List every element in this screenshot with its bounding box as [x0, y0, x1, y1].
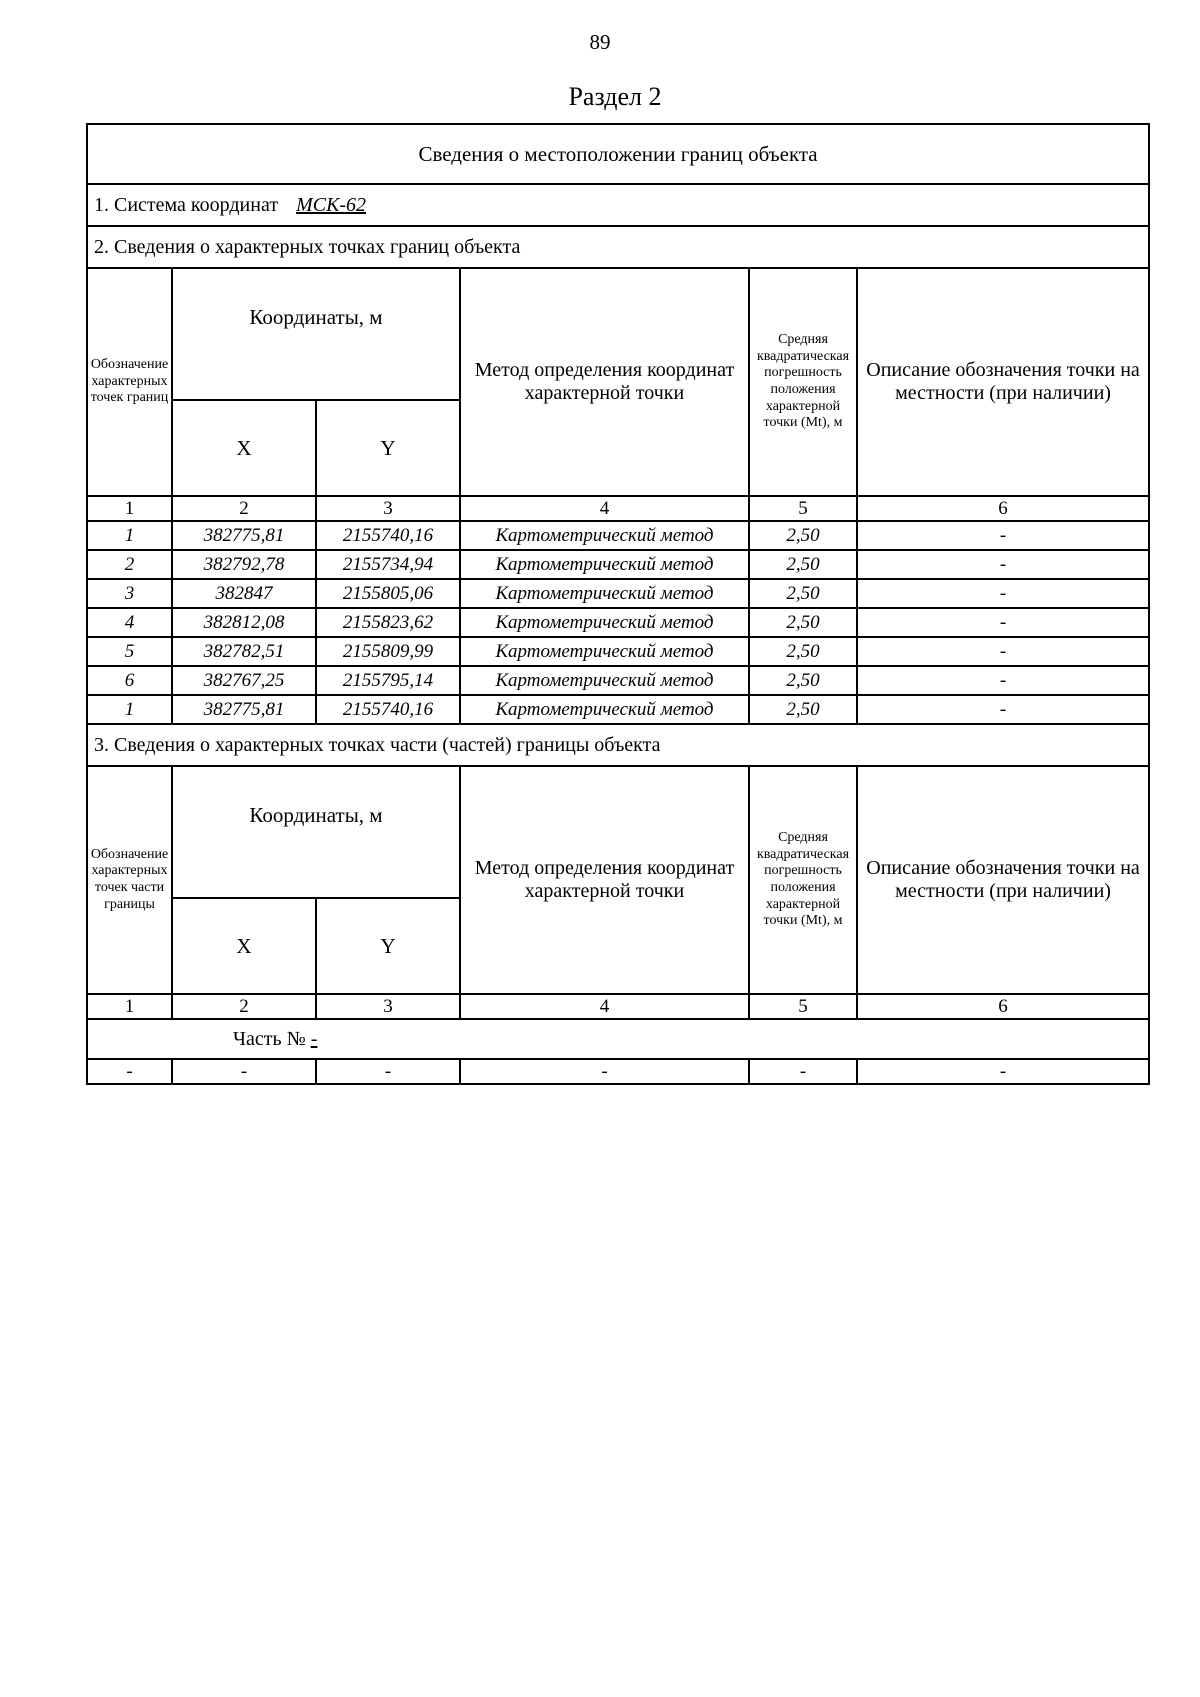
- part-value: -: [310, 1027, 318, 1050]
- point-error: 2,50: [749, 695, 857, 724]
- point-x: 382775,81: [172, 521, 316, 550]
- point-method: Картометрический метод: [460, 521, 749, 550]
- table-row: [87, 695, 1149, 724]
- column-number: 2: [172, 496, 316, 521]
- empty-cell: -: [749, 1059, 857, 1084]
- point-x: 382792,78: [172, 550, 316, 579]
- table-title-row: [87, 124, 1149, 184]
- point-description: -: [857, 521, 1149, 550]
- column-number: 3: [316, 496, 460, 521]
- table-row: [87, 521, 1149, 550]
- designation-header: Обозначение характерных точек границ: [87, 268, 172, 496]
- point-x: 382782,51: [172, 637, 316, 666]
- column-number: 4: [460, 496, 749, 521]
- point-description: -: [857, 695, 1149, 724]
- point-method: Картометрический метод: [460, 579, 749, 608]
- y-header: Y: [316, 400, 460, 496]
- point-id: 1: [87, 695, 172, 724]
- point-method: Картометрический метод: [460, 666, 749, 695]
- point-id: 6: [87, 666, 172, 695]
- table-title: Сведения о местоположении границ объекта: [87, 124, 1149, 184]
- empty-cell: -: [172, 1059, 316, 1084]
- empty-cell: -: [857, 1059, 1149, 1084]
- points-section-title: 2. Сведения о характерных точках границ объекта: [87, 226, 1149, 268]
- point-description: -: [857, 608, 1149, 637]
- point-error: 2,50: [749, 666, 857, 695]
- empty-cell: -: [460, 1059, 749, 1084]
- column-number: 6: [857, 994, 1149, 1019]
- point-x: 382767,25: [172, 666, 316, 695]
- points-section-title-row: [87, 226, 1149, 268]
- point-error: 2,50: [749, 550, 857, 579]
- column-number: 3: [316, 994, 460, 1019]
- points-header-row-top: [87, 268, 1149, 400]
- point-y: 2155823,62: [316, 608, 460, 637]
- table-row: [87, 608, 1149, 637]
- point-y: 2155734,94: [316, 550, 460, 579]
- parts-section-title-row: [87, 724, 1149, 766]
- coord-system-value: МСК-62: [296, 193, 367, 216]
- method-header: Метод определения координат характерной точки: [460, 268, 749, 496]
- point-description: -: [857, 550, 1149, 579]
- point-method: Картометрический метод: [460, 550, 749, 579]
- points-column-numbers: [87, 496, 1149, 521]
- part-method-header: Метод определения координат характерной точки: [460, 766, 749, 994]
- column-number: 2: [172, 994, 316, 1019]
- point-x: 382775,81: [172, 695, 316, 724]
- point-error: 2,50: [749, 521, 857, 550]
- boundary-info-table: [86, 123, 1150, 1085]
- point-error: 2,50: [749, 637, 857, 666]
- point-y: 2155740,16: [316, 695, 460, 724]
- point-id: 5: [87, 637, 172, 666]
- description-header: Описание обозначения точки на местности (при наличии): [857, 268, 1149, 496]
- column-number: 1: [87, 496, 172, 521]
- empty-cell: -: [316, 1059, 460, 1084]
- table-row: [87, 666, 1149, 695]
- coordinates-header: Координаты, м: [172, 268, 460, 400]
- point-method: Картометрический метод: [460, 637, 749, 666]
- table-row: [87, 550, 1149, 579]
- point-description: -: [857, 637, 1149, 666]
- table-row: [87, 637, 1149, 666]
- column-number: 4: [460, 994, 749, 1019]
- column-number: 6: [857, 496, 1149, 521]
- column-number: 5: [749, 496, 857, 521]
- part-designation-header: Обозначение характерных точек части границы: [87, 766, 172, 994]
- point-id: 3: [87, 579, 172, 608]
- parts-section-title: 3. Сведения о характерных точках части (частей) границы объекта: [87, 724, 1149, 766]
- part-error-header: Средняя квадратическая погрешность положения характерной точки (Mt), м: [749, 766, 857, 994]
- coord-system-row: [87, 184, 1149, 226]
- point-y: 2155740,16: [316, 521, 460, 550]
- part-coordinates-header: Координаты, м: [172, 766, 460, 898]
- parts-column-numbers: [87, 994, 1149, 1019]
- point-description: -: [857, 666, 1149, 695]
- point-error: 2,50: [749, 579, 857, 608]
- x-header: X: [172, 400, 316, 496]
- point-method: Картометрический метод: [460, 695, 749, 724]
- point-y: 2155795,14: [316, 666, 460, 695]
- point-y: 2155805,06: [316, 579, 460, 608]
- point-description: -: [857, 579, 1149, 608]
- part-label: Часть №: [233, 1027, 306, 1050]
- coord-system-label: 1. Система координат: [94, 193, 279, 216]
- section-title: Раздел 2: [568, 82, 662, 111]
- column-number: 1: [87, 994, 172, 1019]
- part-x-header: X: [172, 898, 316, 994]
- point-id: 4: [87, 608, 172, 637]
- column-number: 5: [749, 994, 857, 1019]
- point-error: 2,50: [749, 608, 857, 637]
- point-id: 2: [87, 550, 172, 579]
- point-method: Картометрический метод: [460, 608, 749, 637]
- parts-header-row-top: [87, 766, 1149, 898]
- part-description-header: Описание обозначения точки на местности (при наличии): [857, 766, 1149, 994]
- part-number-row: [87, 1019, 1149, 1059]
- page-number: 89: [589, 30, 611, 54]
- table-row: [87, 1059, 1149, 1084]
- empty-cell: -: [87, 1059, 172, 1084]
- point-id: 1: [87, 521, 172, 550]
- point-x: 382812,08: [172, 608, 316, 637]
- table-row: [87, 579, 1149, 608]
- point-y: 2155809,99: [316, 637, 460, 666]
- error-header: Средняя квадратическая погрешность положения характерной точки (Mt), м: [749, 268, 857, 496]
- part-y-header: Y: [316, 898, 460, 994]
- point-x: 382847: [172, 579, 316, 608]
